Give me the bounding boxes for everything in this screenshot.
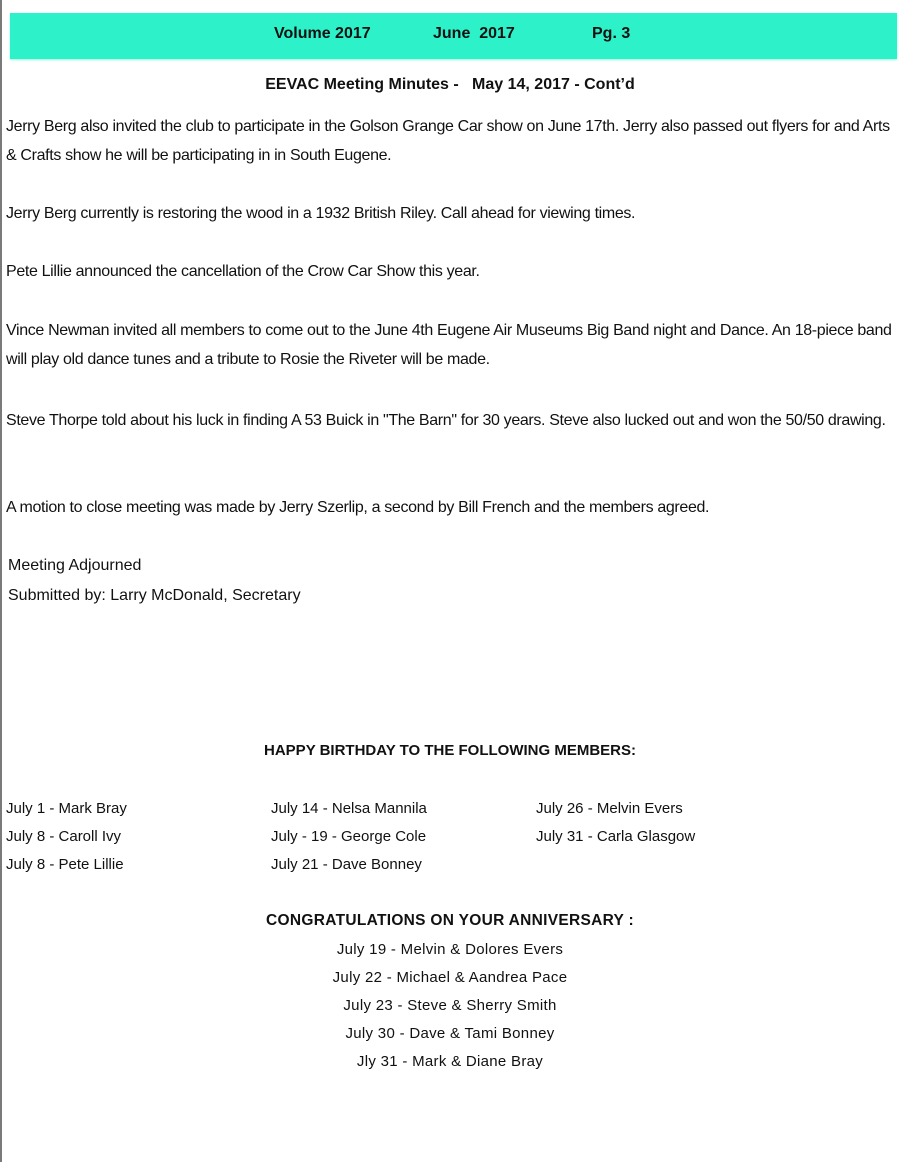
birthday-item: July 31 - Carla Glasgow: [536, 828, 696, 845]
anniversary-item: July 19 - Melvin & Dolores Evers: [336, 941, 564, 958]
volume-label: Volume 2017: [274, 25, 371, 42]
submitted-by: Submitted by: Larry McDonald, Secretary: [8, 587, 301, 604]
anniversary-item: July 23 - Steve & Sherry Smith: [343, 997, 557, 1014]
paragraph: Pete Lillie announced the cancellation of the Crow Car Show this year.: [6, 263, 480, 280]
paragraph: Jerry Berg also invited the club to participate in the Golson Grange Car show on June 17th. Jerry also passed out flyers for and Arts & Crafts show he will be participating in in South Eugene.: [6, 118, 890, 164]
birthday-item: July 21 - Dave Bonney: [271, 856, 422, 873]
birthday-item: July 8 - Caroll Ivy: [6, 828, 122, 845]
birthday-item: July 14 - Nelsa Mannila: [271, 800, 427, 817]
paragraph: A motion to close meeting was made by Jerry Szerlip, a second by Bill French and the members agreed.: [6, 499, 710, 516]
minutes-title: EEVAC Meeting Minutes - May 14, 2017 - Cont’d: [265, 76, 635, 93]
birthday-item: July - 19 - George Cole: [271, 828, 427, 845]
anniversary-item: July 22 - Michael & Aandrea Pace: [332, 969, 568, 986]
anniversary-item: Jly 31 - Mark & Diane Bray: [356, 1053, 544, 1070]
issue-date: June 2017: [433, 25, 515, 42]
birthday-item: July 8 - Pete Lillie: [6, 856, 124, 873]
birthday-item: July 1 - Mark Bray: [6, 800, 127, 817]
paragraph: Jerry Berg currently is restoring the wood in a 1932 British Riley. Call ahead for viewing times.: [6, 205, 636, 222]
header-band: [10, 13, 897, 59]
birthday-item: July 26 - Melvin Evers: [536, 800, 683, 817]
anniversary-heading: CONGRATULATIONS ON YOUR ANNIVERSARY :: [266, 912, 634, 929]
paragraph: Steve Thorpe told about his luck in finding A 53 Buick in "The Barn" for 30 years. Steve also lucked out and won the 50/50 drawing.: [6, 412, 886, 429]
page-left-border: [0, 0, 2, 1162]
birthday-heading: HAPPY BIRTHDAY TO THE FOLLOWING MEMBERS:: [264, 742, 636, 759]
meeting-adjourned: Meeting Adjourned: [8, 557, 142, 574]
page-number: Pg. 3: [592, 25, 631, 42]
paragraph: Vince Newman invited all members to come out to the June 4th Eugene Air Museums Big Band night and Dance. An 18-piece band will play old dance tunes and a tribute to Rosie the Riveter will be made.: [6, 322, 892, 368]
anniversary-item: July 30 - Dave & Tami Bonney: [345, 1025, 555, 1042]
